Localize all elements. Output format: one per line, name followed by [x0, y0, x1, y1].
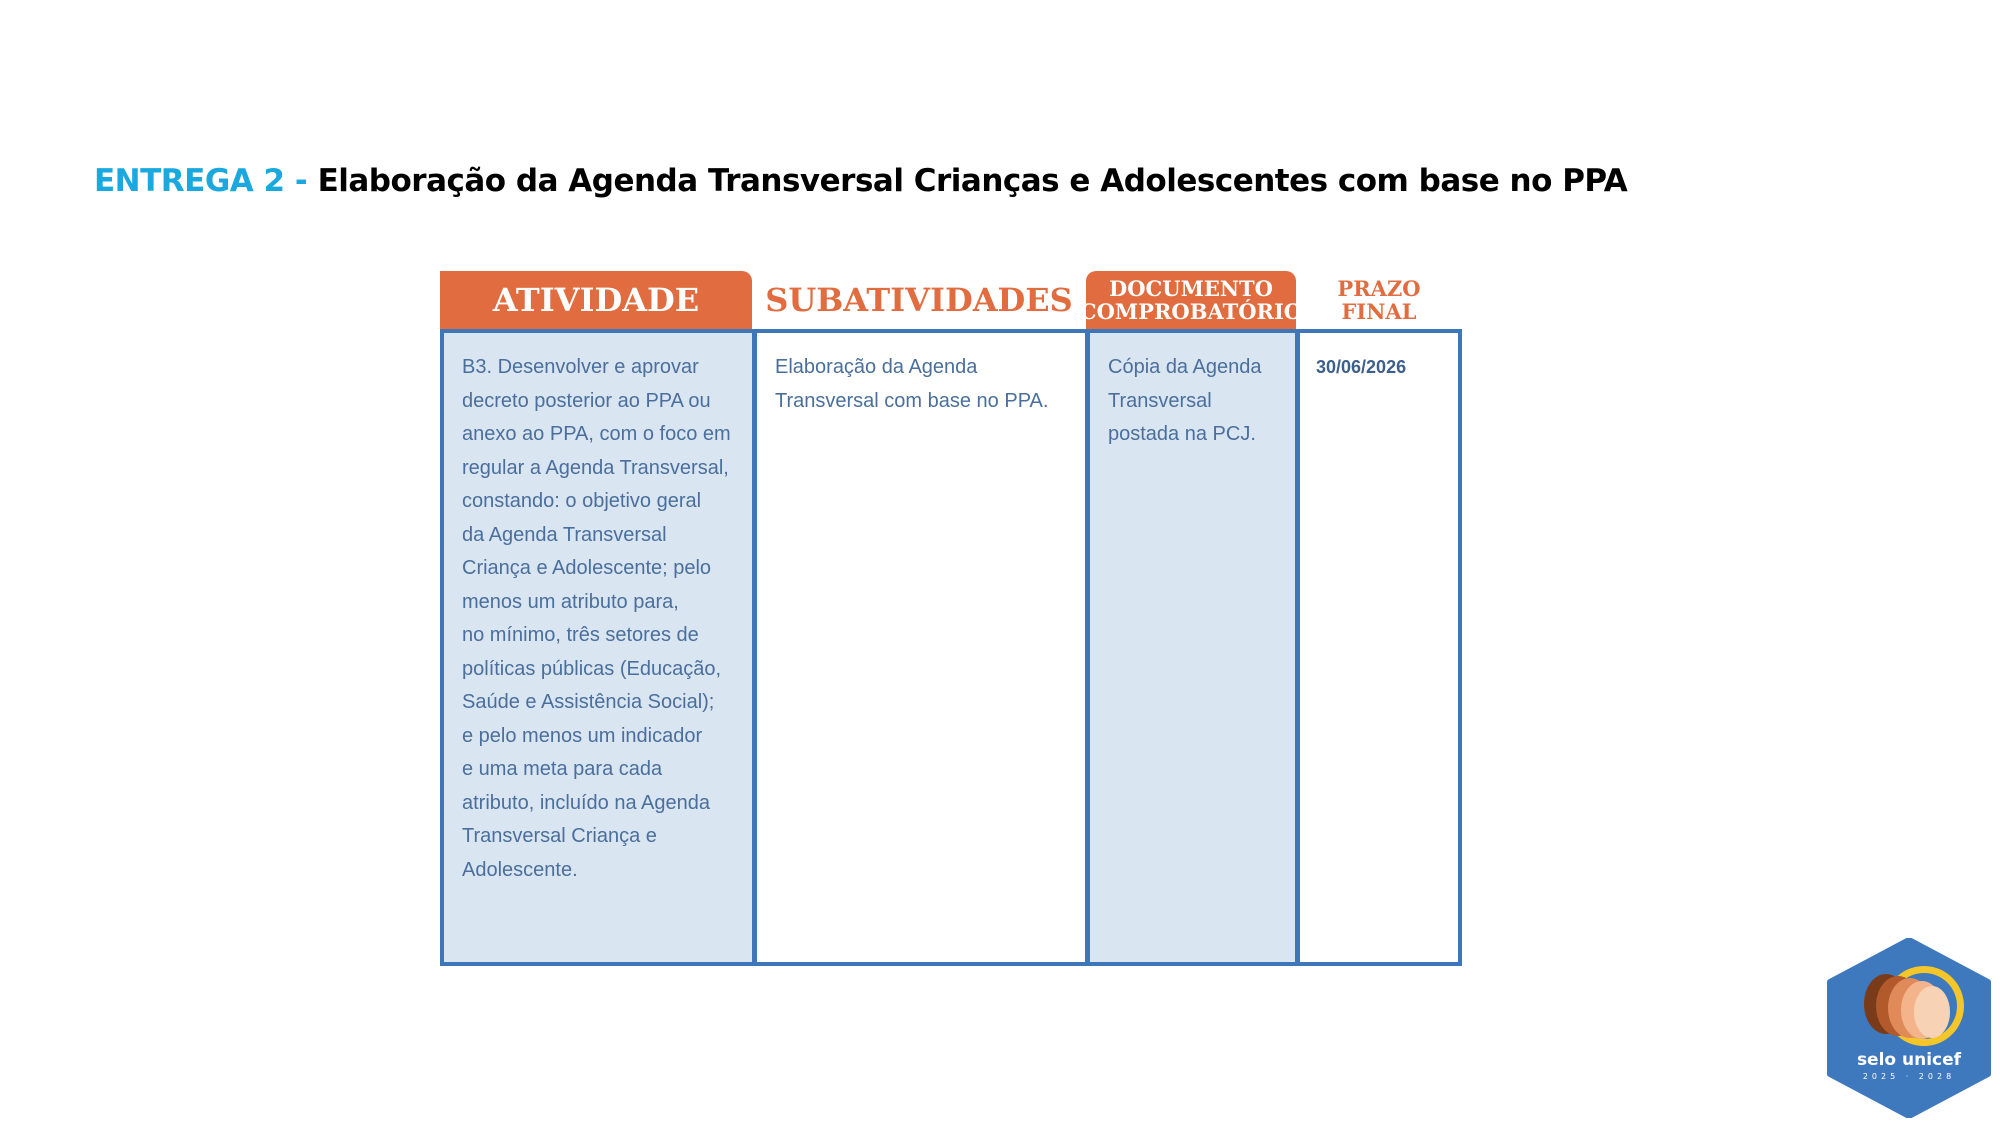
prazo-cell [1296, 329, 1462, 966]
atividade-line: Transversal Criança e [462, 825, 657, 847]
prazo-date: 30/06/2026 [1316, 357, 1407, 377]
atividade-line: menos um atributo para, [462, 590, 679, 613]
atividade-line: políticas públicas (Educação, [462, 657, 722, 680]
atividade-line: B3. Desenvolver e aprovar [462, 356, 699, 378]
documento-line: Transversal [1108, 389, 1212, 412]
selo-unicef-logo [1824, 938, 1994, 1118]
atividade-line: Adolescente. [462, 858, 578, 881]
title-text: Elaboração da Agenda Transversal Crianças e Adolescentes com base no PPA [317, 163, 1628, 199]
atividade-cell [440, 329, 756, 966]
atividade-line: atributo, incluído na Agenda [462, 791, 710, 814]
header-prazo-line1: PRAZO [1337, 276, 1421, 301]
activity-table [440, 271, 1462, 966]
atividade-line: Criança e Adolescente; pelo [462, 557, 712, 579]
atividade-line: anexo ao PPA, com o foco em [462, 423, 731, 445]
slide-title [94, 163, 1627, 199]
subatividades-cell [753, 329, 1089, 966]
documento-cell [1086, 329, 1299, 966]
header-prazo-line2: FINAL [1341, 299, 1417, 324]
header-subatividades: SUBATIVIDADES [765, 281, 1073, 319]
logo-label: selo unicef [1856, 1050, 1962, 1070]
header-prazo [1296, 271, 1462, 329]
header-documento-line1: DOCUMENTO [1109, 276, 1273, 301]
atividade-line: decreto posterior ao PPA ou [462, 389, 711, 412]
atividade-line: e pelo menos um indicador [462, 724, 703, 747]
title-prefix: ENTREGA 2 - [94, 163, 318, 199]
header-documento [1079, 271, 1303, 329]
atividade-line: regular a Agenda Transversal, [462, 456, 729, 479]
atividade-line: no mínimo, três setores de [462, 624, 699, 646]
header-atividade: ATIVIDADE [440, 271, 752, 329]
header-documento-line2: COMPROBATÓRIO [1079, 299, 1303, 324]
documento-line: Cópia da Agenda [1108, 356, 1262, 378]
atividade-line: constando: o objetivo geral [462, 490, 702, 512]
logo-years: 2025 · 2028 [1862, 1072, 1956, 1081]
atividade-line: e uma meta para cada [462, 758, 663, 780]
subatividades-line: Elaboração da Agenda [775, 356, 978, 378]
atividade-line: Saúde e Assistência Social); [462, 691, 715, 713]
documento-line: postada na PCJ. [1108, 423, 1256, 445]
subatividades-line: Transversal com base no PPA. [775, 389, 1049, 412]
atividade-line: da Agenda Transversal [462, 523, 667, 546]
